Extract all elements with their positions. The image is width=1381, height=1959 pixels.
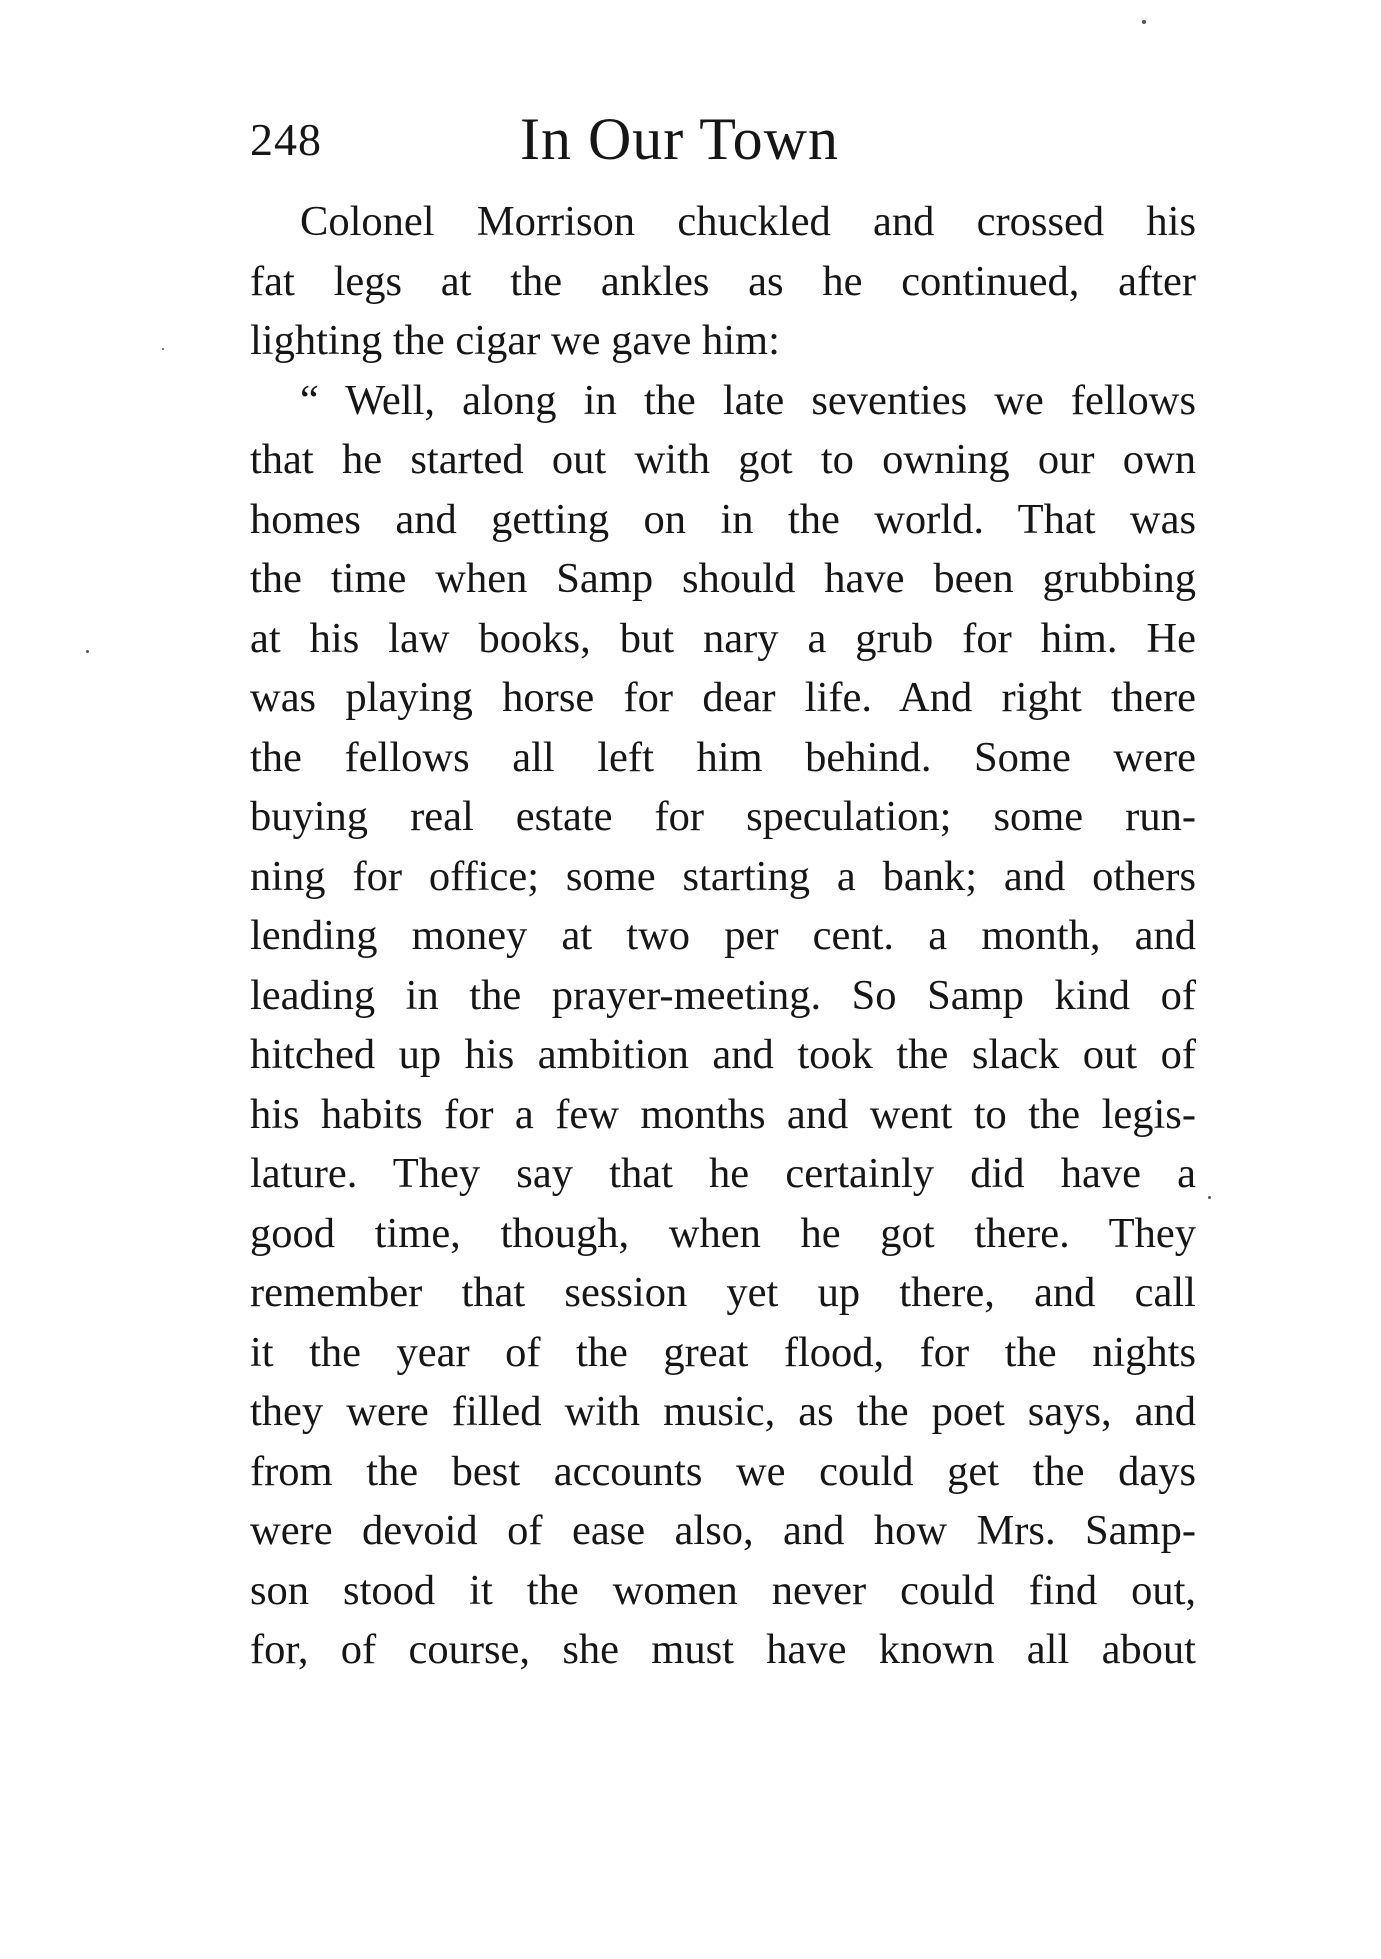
text-line: were devoid of ease also, and how Mrs. Samp-: [250, 1507, 1196, 1554]
text-line: homes and getting on in the world. That was: [250, 495, 1196, 543]
text-line: they were filled with music, as the poet says, and: [250, 1388, 1196, 1435]
text-line: leading in the prayer-meeting. So Samp kind of: [250, 971, 1196, 1019]
text-line: from the best accounts we could get the days: [250, 1447, 1196, 1495]
text-line: lending money at two per cent. a month, and: [250, 912, 1196, 959]
text-line: lighting the cigar we gave him:: [250, 317, 780, 364]
running-title: In Our Town: [520, 106, 839, 172]
text-line: ning for office; some starting a bank; and others: [250, 852, 1196, 900]
text-line: remember that session yet up there, and call: [250, 1269, 1196, 1316]
text-line: the fellows all left him behind. Some were: [250, 733, 1196, 781]
page-number: 248: [250, 114, 322, 165]
text-line: hitched up his ambition and took the slack out of: [250, 1031, 1196, 1078]
scan-speck: [86, 650, 89, 653]
text-line: that he started out with got to owning our own: [250, 436, 1196, 483]
text-line: lature. They say that he certainly did have a: [250, 1150, 1196, 1197]
text-line: fat legs at the ankles as he continued, after: [250, 257, 1196, 305]
body-text: [250, 192, 1196, 1680]
page-header: [250, 105, 1200, 185]
scan-speck: [162, 348, 164, 350]
text-line: “ Well, along in the late seventies we fellows: [300, 376, 1196, 424]
text-line: at his law books, but nary a grub for him. He: [250, 614, 1196, 662]
text-line: the time when Samp should have been grubbing: [250, 555, 1196, 602]
text-line: son stood it the women never could find out,: [250, 1566, 1196, 1614]
text-line: for, of course, she must have known all about: [250, 1626, 1196, 1673]
text-line: it the year of the great flood, for the nights: [250, 1328, 1196, 1376]
text-line: his habits for a few months and went to the legis-: [250, 1090, 1196, 1138]
text-line: Colonel Morrison chuckled and crossed his: [300, 198, 1196, 245]
text-line: was playing horse for dear life. And right there: [250, 674, 1196, 721]
scan-speck: [1208, 1196, 1211, 1199]
scan-speck: [1142, 20, 1146, 24]
text-line: good time, though, when he got there. They: [250, 1209, 1196, 1257]
text-line: buying real estate for speculation; some run-: [250, 793, 1196, 840]
